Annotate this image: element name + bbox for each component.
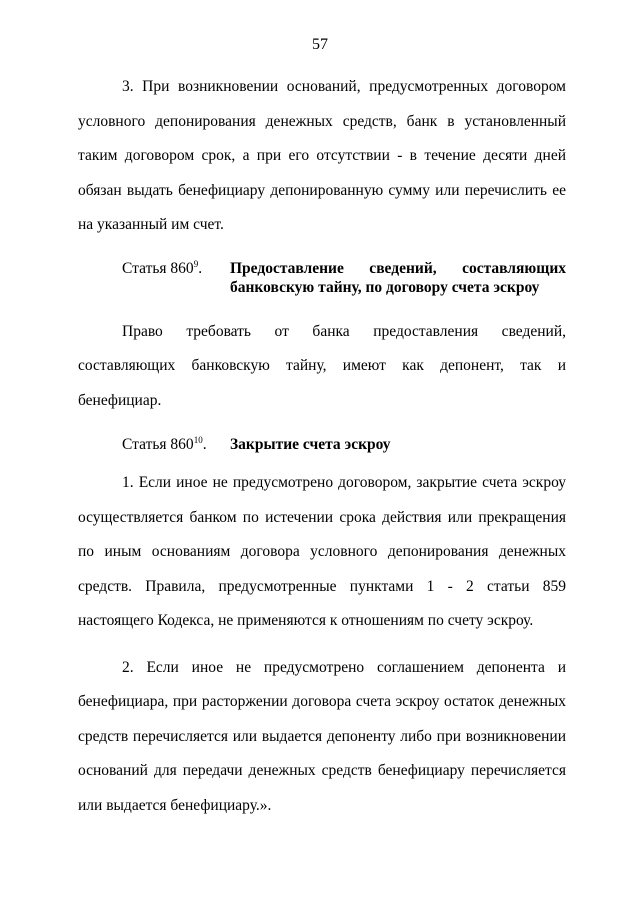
document-body: [78, 70, 566, 823]
page-number: 57: [312, 36, 328, 53]
article-title: Закрытие счета эскроу: [230, 436, 391, 453]
article-heading-860-9: [78, 259, 566, 297]
article-heading-860-10: [78, 435, 566, 454]
article-number-superscript: 9: [193, 258, 199, 269]
article-number: Статья $860^9$.: [122, 258, 203, 277]
paragraph-escrow-payout: 3. При возникновении оснований, предусмотренных договором условного депонирования денежных средств, банк в установленный таким договором срок, а при его отсутствии - в течение десяти дней обязан выдать бенефициару депонированную сумму или перечислить ее на указанный им счет.: [78, 78, 566, 233]
paragraph-bank-secrecy: Право требовать от банка предоставления сведений, составляющих банковскую тайну, имеют как депонент, так и бенефициар.: [78, 322, 566, 409]
paragraph-termination-balance: 2. Если иное не предусмотрено соглашением депонента и бенефициара, при расторжении договора счета эскроу остаток денежных средств перечисляется или выдается депоненту либо при возникновении оснований для передачи денежных средств бенефициару перечисляется или выдается бенефициару.».: [78, 658, 566, 814]
article-number: Статья $860^{10}$.: [122, 434, 207, 453]
paragraph-account-closure: 1. Если иное не предусмотрено договором, закрытие счета эскроу осуществляется банком по истечении срока действия или прекращения по иным основаниям договора условного депонирования денежных средств. Правила, предусмотренные пунктами 1 - 2 статьи 859 настоящего Кодекса, не применяются к отношениям по счету эскроу.: [78, 474, 566, 629]
article-title: Предоставление сведений, составляющих банковскую тайну, по договору счета эскроу: [230, 259, 566, 296]
article-number-superscript: 10: [193, 434, 203, 445]
